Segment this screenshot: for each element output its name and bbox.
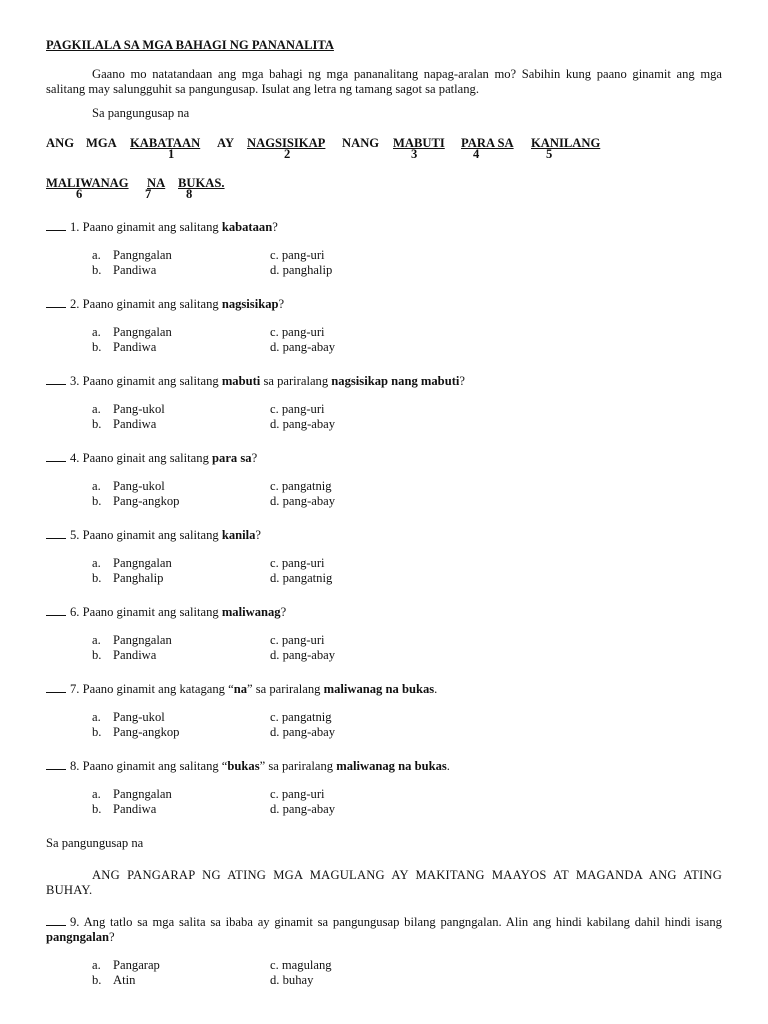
option-b: b. Panghalip: [92, 571, 164, 585]
option-d: d. pang-abay: [270, 725, 336, 739]
question-1: 1. Paano ginamit ang salitang kabataan?: [46, 219, 722, 235]
question-block: [46, 527, 722, 587]
question-2: 2. Paano ginamit ang salitang nagsisikap?: [46, 296, 722, 312]
word-number-1: 1: [168, 147, 175, 161]
question-3: 3. Paano ginamit ang salitang mabuti sa pariralang nagsisikap nang mabuti?: [46, 373, 722, 389]
option-a: a. Pangarap: [92, 958, 160, 972]
question-block: [46, 758, 722, 818]
word-bukas: BUKAS.: [178, 176, 225, 190]
sentence-2: ANG PANGARAP NG ATING MGA MAGULANG AY MAKITANG MAAYOS AT MAGANDA ANG ATING BUHAY.: [46, 868, 722, 897]
word-mga: MGA: [86, 136, 117, 150]
answer-blank-9[interactable]: [46, 914, 66, 926]
option-b: b. Pandiwa: [92, 648, 157, 662]
instructions: Gaano mo natatandaan ang mga bahagi ng mga pananalitang napag-aralan mo? Sabihin kung paano ginamit ang mga salitang may salungguhit sa pangungusap. Isulat ang letra ng tamang sagot sa patlang.: [46, 67, 722, 96]
word-maliwanag: MALIWANAG: [46, 176, 129, 190]
option-b: b. Pang-angkop: [92, 725, 180, 739]
option-c: c. pangatnig: [270, 710, 332, 724]
option-a: a. Pang-ukol: [92, 479, 165, 493]
answer-blank-5[interactable]: [46, 527, 66, 539]
word-nang: NANG: [342, 136, 380, 150]
option-d: d. pang-abay: [270, 648, 336, 662]
page-title: PAGKILALA SA MGA BAHAGI NG PANANALITA: [46, 38, 334, 52]
answer-blank-2[interactable]: [46, 296, 66, 308]
answer-blank-6[interactable]: [46, 604, 66, 616]
word-na: NA: [147, 176, 166, 190]
word-number-7: 7: [145, 187, 152, 201]
lead-text-1: Sa pangungusap na: [92, 106, 190, 120]
question-7: 7. Paano ginamit ang katagang “na” sa pariralang maliwanag na bukas.: [46, 681, 722, 697]
word-kabataan: KABATAAN: [130, 136, 201, 150]
option-b: b. Pandiwa: [92, 340, 157, 354]
question-block: [46, 296, 722, 356]
option-d: d. pang-abay: [270, 340, 336, 354]
option-d: d. panghalip: [270, 263, 333, 277]
question-block: [46, 373, 722, 433]
lead-text-2: Sa pangungusap na: [46, 836, 144, 850]
option-b: b. Pandiwa: [92, 802, 157, 816]
question-block: [46, 450, 722, 510]
question-9: 9. Ang tatlo sa mga salita sa ibaba ay ginamit sa pangungusap bilang pangngalan. Alin ang hindi kabilang dahil hindi isang pangngalan?: [46, 915, 722, 944]
option-a: a. Pang-ukol: [92, 402, 165, 416]
options-3: [46, 402, 722, 433]
word-ang: ANG: [46, 136, 74, 150]
options-2: [46, 325, 722, 356]
option-a: a. Pang-ukol: [92, 710, 165, 724]
option-d: d. buhay: [270, 973, 314, 987]
word-number-5: 5: [546, 147, 553, 161]
answer-blank-4[interactable]: [46, 450, 66, 462]
option-a: a. Pangngalan: [92, 325, 172, 339]
option-c: c. pang-uri: [270, 556, 325, 570]
answer-blank-3[interactable]: [46, 373, 66, 385]
worksheet: [46, 36, 722, 989]
sentence-line-1: [46, 136, 722, 162]
option-a: a. Pangngalan: [92, 556, 172, 570]
sentence-line-2: [46, 176, 722, 202]
option-a: a. Pangngalan: [92, 248, 172, 262]
answer-blank-8[interactable]: [46, 758, 66, 770]
question-8: 8. Paano ginamit ang salitang “bukas” sa pariralang maliwanag na bukas.: [46, 758, 722, 774]
word-number-3: 3: [411, 147, 418, 161]
word-number-4: 4: [473, 147, 480, 161]
option-b: b. Pandiwa: [92, 263, 157, 277]
word-number-8: 8: [186, 187, 193, 201]
question-6: 6. Paano ginamit ang salitang maliwanag?: [46, 604, 722, 620]
answer-blank-1[interactable]: [46, 219, 66, 231]
option-c: c. pang-uri: [270, 248, 325, 262]
option-a: a. Pangngalan: [92, 787, 172, 801]
word-kanilang: KANILANG: [531, 136, 601, 150]
option-b: b. Atin: [92, 973, 136, 987]
options-6: [46, 633, 722, 664]
option-b: b. Pang-angkop: [92, 494, 180, 508]
word-number-6: 6: [76, 187, 83, 201]
option-d: d. pangatnig: [270, 571, 333, 585]
word-ay: AY: [217, 136, 235, 150]
option-d: d. pang-abay: [270, 494, 336, 508]
question-5: 5. Paano ginamit ang salitang kanila?: [46, 527, 722, 543]
option-c: c. pang-uri: [270, 325, 325, 339]
question-block: [46, 219, 722, 279]
option-c: c. pang-uri: [270, 402, 325, 416]
options-7: [46, 710, 722, 741]
options-9: [46, 958, 722, 989]
word-nagsisikap: NAGSISIKAP: [247, 136, 326, 150]
option-a: a. Pangngalan: [92, 633, 172, 647]
option-c: c. magulang: [270, 958, 332, 972]
option-c: c. pangatnig: [270, 479, 332, 493]
options-8: [46, 787, 722, 818]
options-5: [46, 556, 722, 587]
word-mabuti: MABUTI: [393, 136, 445, 150]
question-block: [46, 681, 722, 741]
question-list: [46, 219, 722, 818]
answer-blank-7[interactable]: [46, 681, 66, 693]
option-c: c. pang-uri: [270, 787, 325, 801]
options-4: [46, 479, 722, 510]
option-d: d. pang-abay: [270, 802, 336, 816]
question-block: [46, 604, 722, 664]
option-b: b. Pandiwa: [92, 417, 157, 431]
option-c: c. pang-uri: [270, 633, 325, 647]
word-para-sa: PARA SA: [461, 136, 514, 150]
question-4: 4. Paano ginait ang salitang para sa?: [46, 450, 722, 466]
option-d: d. pang-abay: [270, 417, 336, 431]
word-number-2: 2: [284, 147, 291, 161]
options-1: [46, 248, 722, 279]
